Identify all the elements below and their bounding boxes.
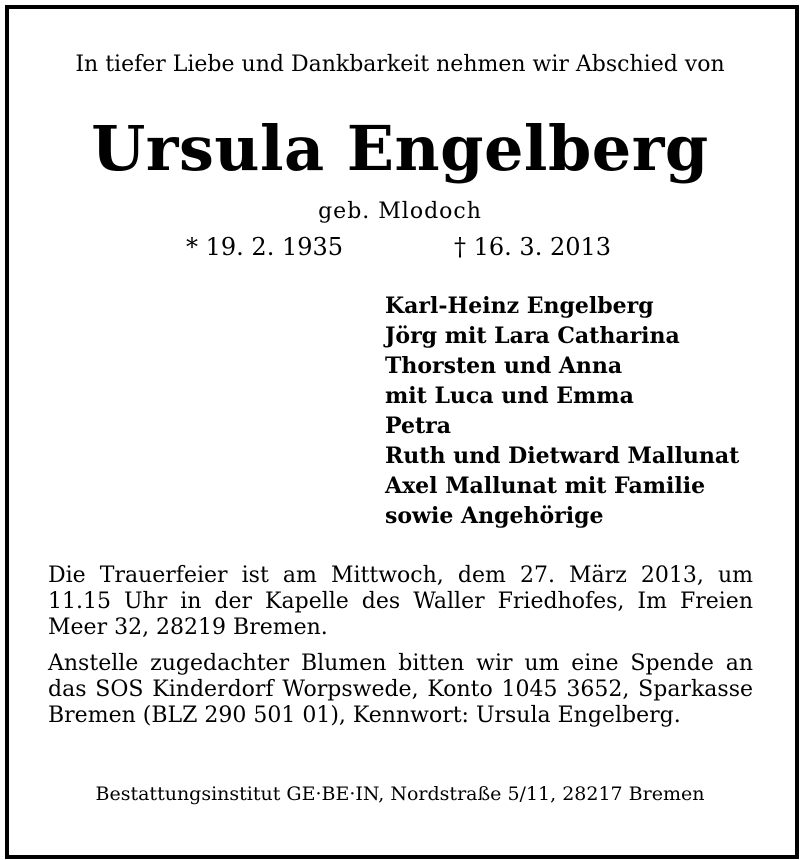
mourners-list	[385, 291, 739, 531]
funeral-home-footer: Bestattungsinstitut GE·BE·IN, Nordstraße 5/11, 28217 Bremen	[95, 783, 705, 805]
ceremony-paragraph: Die Trauerfeier ist am Mittwoch, dem 27. März 2013, um 11.15 Uhr in der Kapelle des Waller Friedhofes, Im Freien Meer 32, 28219 Bremen.	[48, 563, 753, 640]
mourner: Jörg mit Lara Catharina	[385, 323, 680, 349]
mourner: Axel Mallunat mit Familie	[385, 473, 706, 499]
mourner: mit Luca und Emma	[385, 383, 634, 409]
intro-text: In tiefer Liebe und Dankbarkeit nehmen wir Abschied von	[75, 52, 725, 77]
mourner: Petra	[385, 413, 451, 439]
birth-name: geb. Mlodoch	[318, 199, 482, 224]
deceased-name: Ursula Engelberg	[91, 112, 709, 185]
death-date: † 16. 3. 2013	[454, 233, 612, 261]
donation-paragraph: Anstelle zugedachter Blumen bitten wir um eine Spende an das SOS Kinderdorf Worpswede, Konto 1045 3652, Sparkasse Bremen (BLZ 290 501 01), Kennwort: Ursula Engelberg.	[48, 651, 753, 728]
birth-date: * 19. 2. 1935	[186, 233, 344, 261]
mourner: Karl-Heinz Engelberg	[385, 293, 654, 319]
mourner: Ruth und Dietward Mallunat	[385, 443, 740, 469]
mourner: sowie Angehörige	[385, 503, 604, 529]
mourner: Thorsten und Anna	[385, 353, 623, 379]
